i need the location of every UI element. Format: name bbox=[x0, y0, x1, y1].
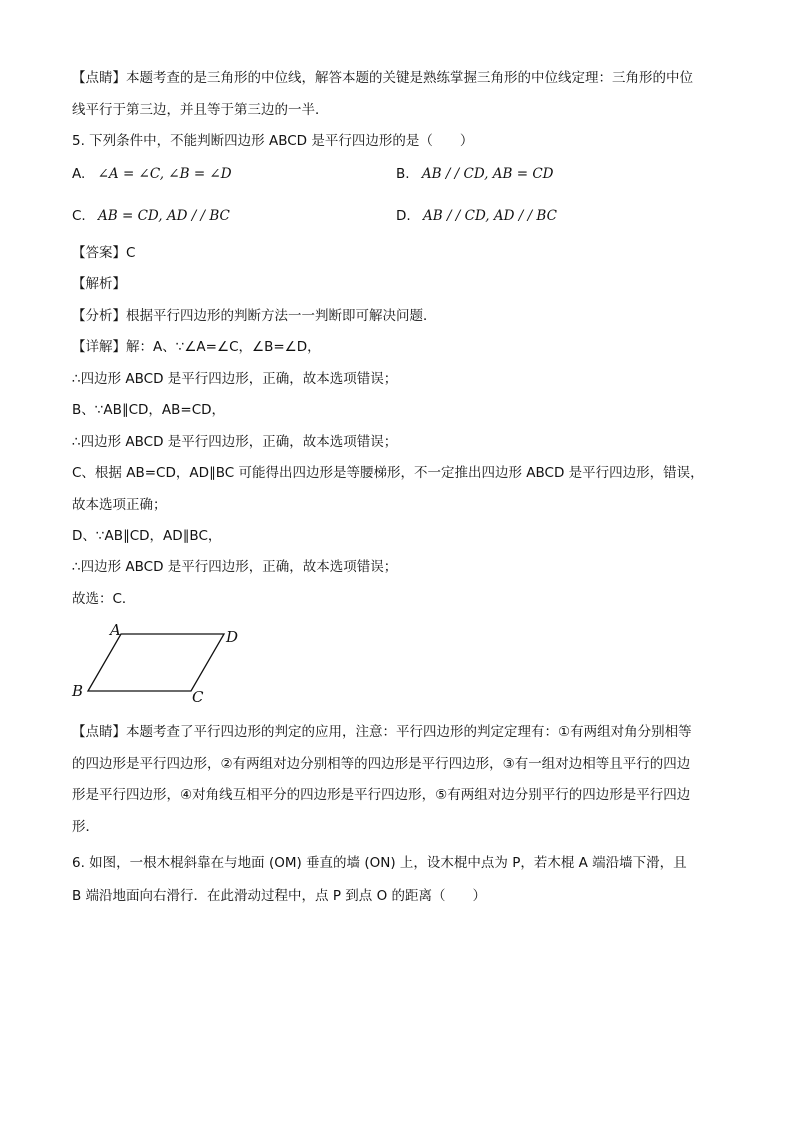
option-a bbox=[72, 164, 232, 184]
answer: 【答案】C bbox=[72, 245, 136, 261]
dianjing-2-line-4: 形． bbox=[72, 819, 99, 835]
xiangjie: 【详解】解：A、∵∠A=∠C，∠B=∠D， bbox=[72, 339, 321, 355]
fenxi: 【分析】根据平行四边形的判断方法一一判断即可解决问题． bbox=[72, 308, 437, 324]
option-d-math: AB / / CD, AD / / BC bbox=[422, 208, 557, 224]
solution-line-5: 故本选项正确； bbox=[72, 497, 167, 513]
solution-line-1: ∴四边形 ABCD 是平行四边形，正确，故本选项错误； bbox=[72, 371, 398, 387]
dianjing-2-line-2: 的四边形是平行四边形，②有两组对边分别相等的四边形是平行四边形，③有一组对边相等且平行的四边 bbox=[72, 756, 691, 772]
option-b-math: AB / / CD, AB = CD bbox=[421, 166, 554, 182]
option-a-math: ∠A = ∠C, ∠B = ∠D bbox=[97, 166, 232, 182]
question-5: 5. 下列条件中，不能判断四边形 ABCD 是平行四边形的是（ ） bbox=[72, 133, 474, 149]
question-6-line-2: B 端沿地面向右滑行．在此滑动过程中，点 P 到点 O 的距离（ ） bbox=[72, 888, 486, 904]
solution-line-7: ∴四边形 ABCD 是平行四边形，正确，故本选项错误； bbox=[72, 559, 398, 575]
option-c bbox=[72, 206, 230, 226]
option-c-math: AB = CD, AD / / BC bbox=[98, 208, 230, 224]
dianjing-text-1: 【点睛】本题考查的是三角形的中位线，解答本题的关键是熟练掌握三角形的中位线定理：三角形的中位 bbox=[72, 70, 693, 86]
option-b bbox=[396, 164, 553, 184]
parallelogram-shape bbox=[88, 634, 224, 691]
vertex-label-a: A bbox=[110, 621, 121, 639]
option-d bbox=[396, 206, 557, 226]
option-b-label: B. bbox=[396, 166, 410, 182]
parallelogram-figure bbox=[68, 618, 258, 708]
option-c-label: C. bbox=[72, 208, 86, 224]
solution-line-2: B、∵AB∥CD，AB=CD， bbox=[72, 402, 226, 418]
dianjing-2-line-3: 形是平行四边形，④对角线互相平分的四边形是平行四边形，⑤有两组对边分别平行的四边形是平行四边 bbox=[72, 787, 691, 803]
solution-line-4: C、根据 AB=CD，AD∥BC 可能得出四边形是等腰梯形，不一定推出四边形 ABCD 是平行四边形，错误， bbox=[72, 465, 704, 481]
jiexi-heading: 【解析】 bbox=[72, 276, 126, 292]
option-d-label: D. bbox=[396, 208, 411, 224]
vertex-label-d: D bbox=[226, 628, 239, 646]
solution-line-3: ∴四边形 ABCD 是平行四边形，正确，故本选项错误； bbox=[72, 434, 398, 450]
dianjing-2-line-1: 【点睛】本题考查了平行四边形的判定的应用，注意：平行四边形的判定定理有：①有两组对角分别相等 bbox=[72, 724, 692, 740]
question-6-line-1: 6. 如图，一根木棍斜靠在与地面 (OM) 垂直的墙 (ON) 上，设木棍中点为 P，若木棍 A 端沿墙下滑，且 bbox=[72, 855, 687, 871]
option-a-label: A. bbox=[72, 166, 86, 182]
dianjing-text-2: 线平行于第三边，并且等于第三边的一半． bbox=[72, 102, 329, 118]
solution-line-6: D、∵AB∥CD，AD∥BC， bbox=[72, 528, 222, 544]
solution-line-8: 故选：C． bbox=[72, 591, 136, 607]
vertex-label-c: C bbox=[192, 688, 204, 706]
vertex-label-b: B bbox=[72, 682, 84, 700]
